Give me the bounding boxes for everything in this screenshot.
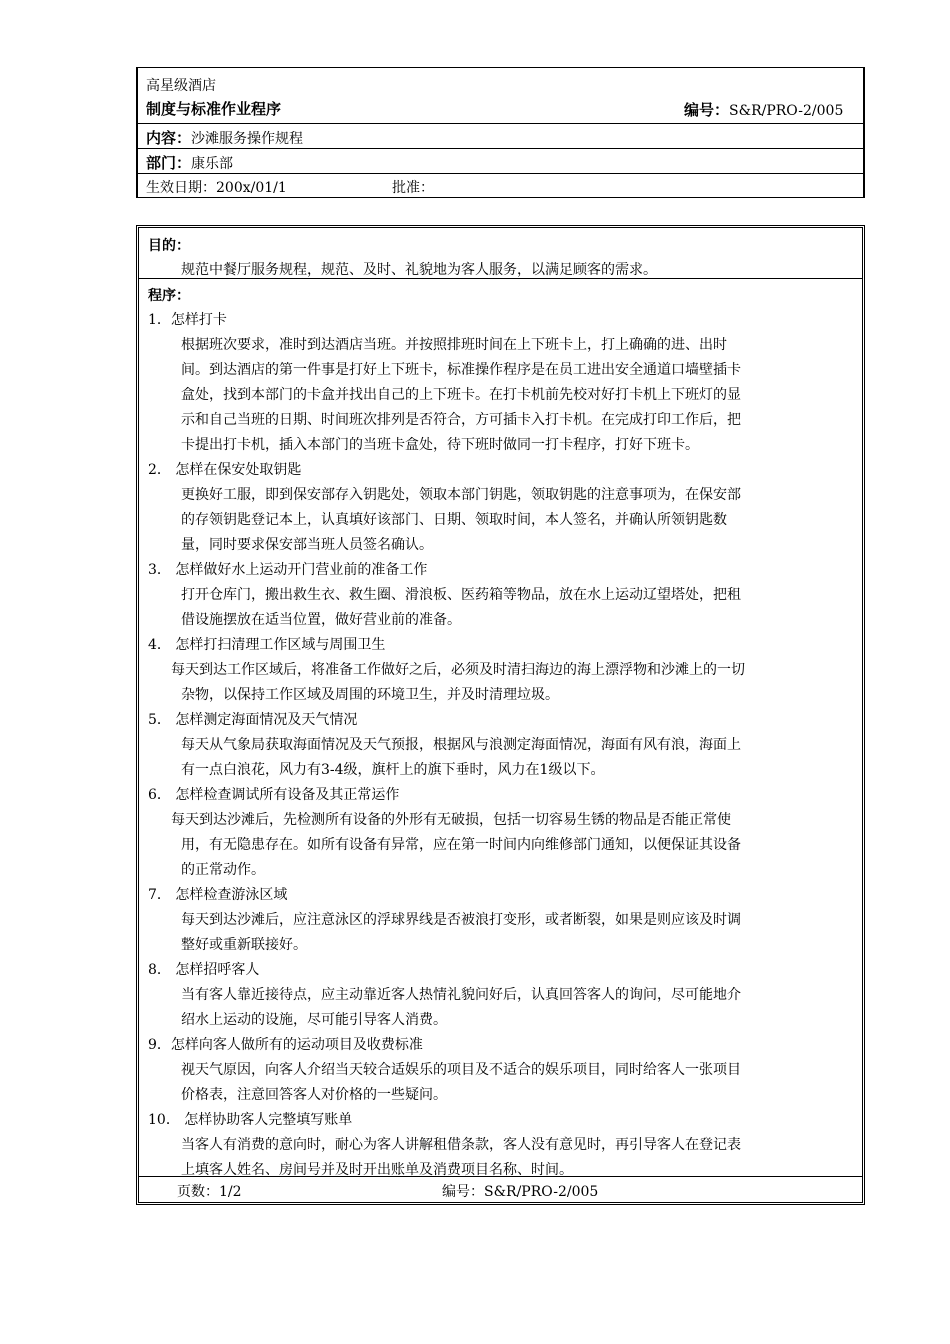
- content-field: [146, 127, 303, 148]
- step-text-line: 间。到达酒店的第一件事是打好上下班卡，标准操作程序是在员工进出安全通道口墙壁插卡: [181, 362, 741, 378]
- purpose-label: 目的：: [148, 238, 190, 254]
- step-text-line: 当有客人靠近接待点，应主动靠近客人热情礼貌问好后，认真回答客人的询问，尽可能地介: [181, 987, 741, 1003]
- step-text-line: 当客人有消费的意向时，耐心为客人讲解租借条款，客人没有意见时，再引导客人在登记表: [181, 1137, 741, 1153]
- footer-row: [139, 1176, 862, 1205]
- step-text-line: 每天到达沙滩后，应注意泳区的浮球界线是否被浪打变形，或者断裂，如果是则应该及时调: [181, 912, 741, 928]
- dept-field: [146, 152, 233, 173]
- procedure-label: 程序：: [148, 288, 190, 304]
- page-number: 页数：1/2: [177, 1184, 242, 1200]
- header-content-row: [138, 123, 863, 149]
- step-text-line: 每天到达工作区域后，将准备工作做好之后，必须及时清扫海边的海上漂浮物和沙滩上的一切: [171, 662, 745, 678]
- approval-label: 批准：: [392, 180, 434, 196]
- dept-value: 康乐部: [191, 156, 234, 172]
- header-dept-row: [138, 148, 863, 174]
- step-title: 5． 怎样测定海面情况及天气情况: [148, 712, 358, 728]
- step-text-line: 杂物，以保持工作区域及周围的环境卫生，并及时清理垃圾。: [181, 687, 559, 703]
- step-text-line: 每天从气象局获取海面情况及天气预报，根据风与浪测定海面情况，海面有风有浪，海面上: [181, 737, 741, 753]
- org-name: 高星级酒店: [146, 78, 216, 94]
- step-title: 7． 怎样检查游泳区域: [148, 887, 288, 903]
- purpose-text: 规范中餐厅服务规程，规范、及时、礼貌地为客人服务，以满足顾客的需求。: [181, 262, 657, 278]
- step-text-line: 整好或重新联接好。: [181, 937, 307, 953]
- doc-type-title: 制度与标准作业程序: [146, 100, 282, 118]
- step-text-line: 卡提出打卡机，插入本部门的当班卡盒处，待下班时做同一打卡程序，打好下班卡。: [181, 437, 699, 453]
- code-value: S&R/PRO-2/005: [729, 103, 844, 119]
- step-text-line: 打开仓库门，搬出救生衣、救生圈、滑浪板、医药箱等物品，放在水上运动辽望塔处，把租: [181, 587, 741, 603]
- step-title: 6． 怎样检查调试所有设备及其正常运作: [148, 787, 400, 803]
- document-body: [136, 225, 865, 1205]
- doc-code: [684, 99, 843, 120]
- step-text-line: 绍水上运动的设施，尽可能引导客人消费。: [181, 1012, 447, 1028]
- procedure-section: [139, 278, 862, 1179]
- step-text-line: 量，同时要求保安部当班人员签名确认。: [181, 537, 433, 553]
- content-value: 沙滩服务操作规程: [191, 131, 304, 147]
- dept-label: 部门：: [146, 154, 192, 172]
- step-text-line: 借设施摆放在适当位置，做好营业前的准备。: [181, 612, 461, 628]
- code-label: 编号：: [684, 101, 730, 119]
- step-title: 3． 怎样做好水上运动开门营业前的准备工作: [148, 562, 428, 578]
- step-text-line: 每天到达沙滩后，先检测所有设备的外形有无破损，包括一切容易生锈的物品是否能正常使: [171, 812, 731, 828]
- step-text-line: 更换好工服，即到保安部存入钥匙处，领取本部门钥匙，领取钥匙的注意事项为，在保安部: [181, 487, 741, 503]
- footer-code: 编号：S&R/PRO-2/005: [442, 1184, 599, 1200]
- step-title: 4． 怎样打扫清理工作区域与周围卫生: [148, 637, 386, 653]
- effective-date: 生效日期：200x/01/1: [146, 180, 287, 196]
- header-title-row: [138, 68, 863, 118]
- document-header: [136, 67, 865, 198]
- header-date-row: [138, 173, 863, 199]
- step-title: 1．怎样打卡: [148, 312, 227, 328]
- step-title: 2． 怎样在保安处取钥匙: [148, 462, 302, 478]
- content-label: 内容：: [146, 129, 192, 147]
- step-text-line: 视天气原因，向客人介绍当天较合适娱乐的项目及不适合的娱乐项目，同时给客人一张项目: [181, 1062, 741, 1078]
- step-text-line: 的正常动作。: [181, 862, 265, 878]
- step-text-line: 有一点白浪花，风力有3-4级，旗杆上的旗下垂时，风力在1级以下。: [181, 762, 605, 778]
- step-text-line: 的存领钥匙登记本上，认真填好该部门、日期、领取时间，本人签名，并确认所领钥匙数: [181, 512, 727, 528]
- step-text-line: 上填客人姓名、房间号并及时开出账单及消费项目名称、时间。: [181, 1162, 573, 1178]
- step-text-line: 盒处，找到本部门的卡盒并找出自己的上下班卡。在打卡机前先校对好打卡机上下班灯的显: [181, 387, 741, 403]
- step-text-line: 用，有无隐患存在。如所有设备有异常，应在第一时间内向维修部门通知，以便保证其设备: [181, 837, 741, 853]
- step-text-line: 示和自己当班的日期、时间班次排列是否符合，方可插卡入打卡机。在完成打印工作后，把: [181, 412, 741, 428]
- step-text-line: 价格表，注意回答客人对价格的一些疑问。: [181, 1087, 447, 1103]
- step-text-line: 根据班次要求，准时到达酒店当班。并按照排班时间在上下班卡上，打上确确的进、出时: [181, 337, 727, 353]
- step-title: 8． 怎样招呼客人: [148, 962, 260, 978]
- step-title: 10． 怎样协助客人完整填写账单: [148, 1112, 353, 1128]
- step-title: 9．怎样向客人做所有的运动项目及收费标准: [148, 1037, 423, 1053]
